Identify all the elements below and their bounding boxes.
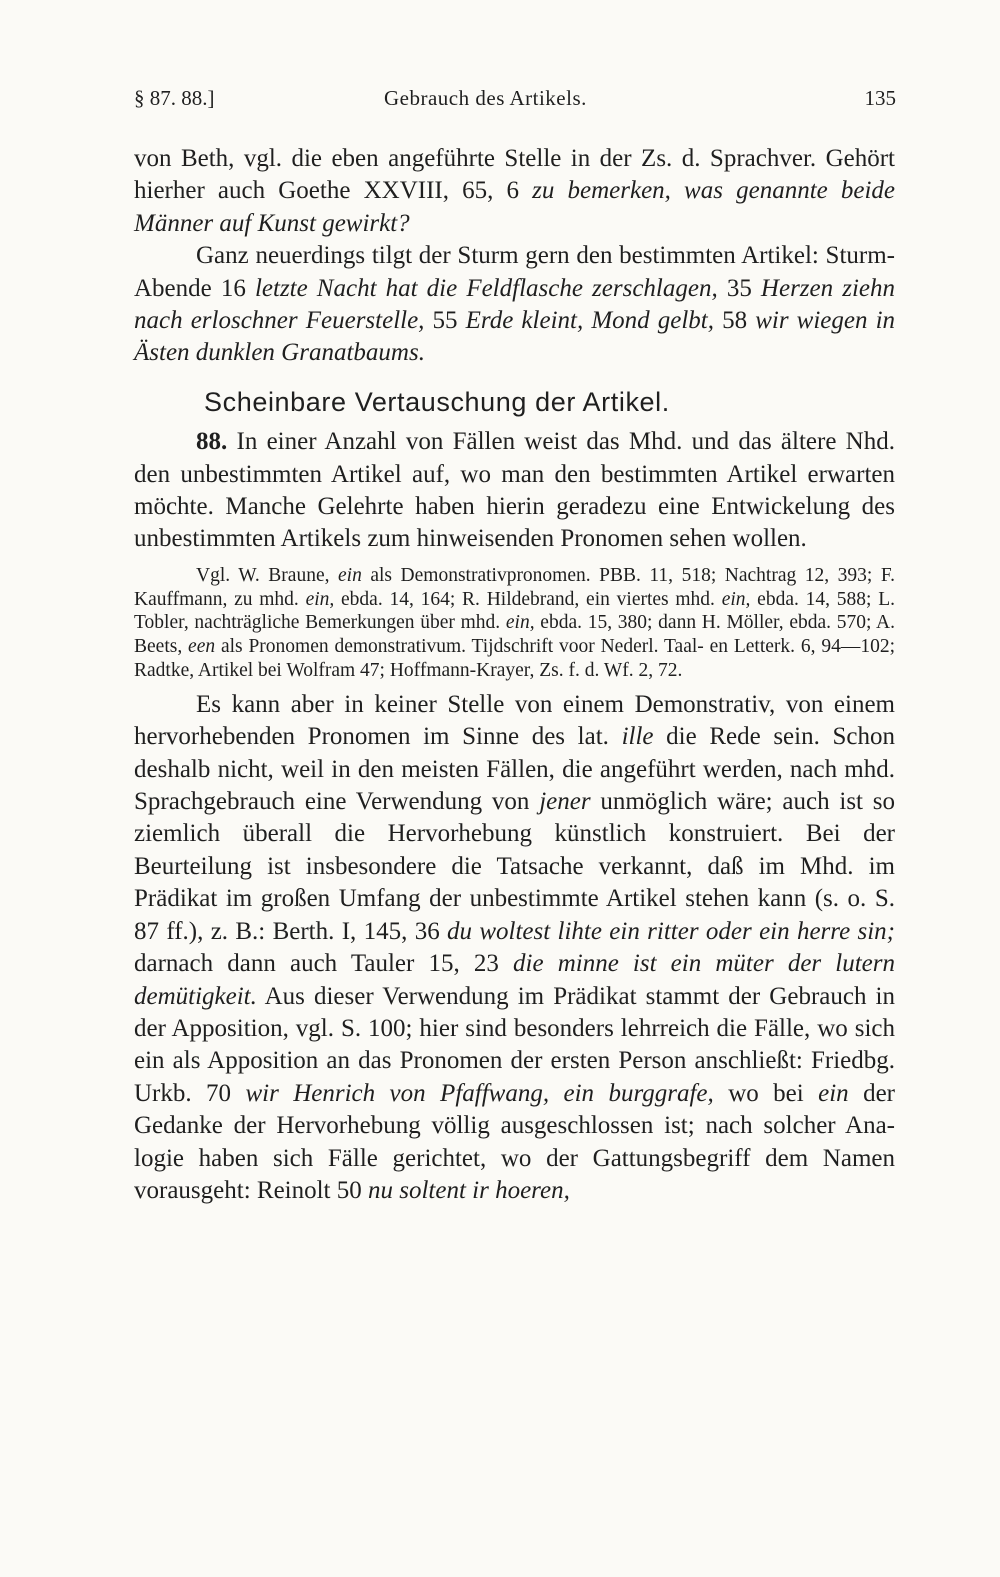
italic-quote: wir wiegen in Ästen dunklen Granatbaums.	[134, 307, 896, 367]
body-text	[134, 143, 895, 1207]
italic-term: ein,	[305, 588, 335, 610]
italic-quote: du woltest lihte ein ritter oder ein herre sin;	[447, 917, 895, 945]
text-span: darnach dann auch Tauler 15, 23	[134, 950, 514, 978]
text-span: In einer Anzahl von Fällen weist das Mhd. und das ältere Nhd. den unbestimmten Artikel auf, wo man den bestimmten Artikel erwarten möchte. Manche Gelehrte haben hierin geradezu eine Entwickelung des unbestimmten Artikels zum hinweisenden Pronomen sehen wollen.	[134, 428, 895, 553]
text-span: als Demonstrativpronomen. PBB. 11, 518; Nachtrag 12, 393; F. Kauffmann, zu mhd.	[134, 564, 895, 610]
italic-quote: letzte Nacht hat die Feldflasche zerschlagen,	[254, 274, 718, 302]
text-span: Vgl. W. Braune,	[196, 564, 339, 586]
italic-term: jener	[539, 788, 591, 816]
section-reference: § 87. 88.]	[134, 86, 215, 110]
text-span: wo bei	[713, 1079, 819, 1107]
text-span: ebda. 14, 164; R. Hildebrand, ein viertes mhd.	[334, 588, 722, 610]
running-title: Gebrauch des Artikels.	[384, 86, 587, 110]
italic-term: een	[188, 636, 216, 658]
text-span: von Beth, vgl. die eben angeführte Stelle in der Zs. d. Sprachver. Gehört hierher auch Goethe XXVIII, 65, 6	[134, 145, 895, 205]
italic-term: ein	[338, 564, 362, 586]
text-span: 35	[717, 274, 761, 302]
italic-quote: die minne ist ein müter der lutern demütigkeit.	[134, 950, 895, 1010]
italic-quote: zu bemerken, was genannte beide Männer auf Kunst gewirkt?	[134, 177, 896, 237]
italic-quote: Erde kleint, Mond gelbt,	[465, 307, 714, 335]
italic-quote: nu soltent ir hoeren,	[368, 1176, 570, 1204]
text-span: Ganz neuerdings tilgt der Sturm gern den bestimmten Artikel: Sturm-Abende 16	[134, 242, 895, 302]
running-header	[134, 86, 896, 111]
text-span: ebda. 14, 588; L. Tobler, nachträgliche Bemerkungen über mhd.	[134, 588, 895, 634]
references-paragraph	[134, 564, 895, 683]
italic-term: ein	[818, 1079, 849, 1107]
text-span: 55	[424, 307, 466, 335]
italic-term: ein,	[721, 588, 751, 610]
text-span: als Pronomen demonstrativum. Tijdschrift voor Nederl. Taal- en Letterk. 6, 94—102; Radtke, Artikel bei Wolfram 47; Hoffmann-Krayer, Zs. f. d. Wf. 2, 72.	[134, 636, 896, 682]
italic-term: ille	[621, 723, 654, 751]
italic-quote: Herzen ziehn nach erloschner Feuerstelle,	[134, 274, 895, 335]
text-span: unmöglich wäre; auch ist so ziemlich überall die Hervorhebung künstlich konstruiert. Bei der Beurteilung ist insbesondere die Tatsache verkannt, daß im Mhd. im Prädikat im großen Umfang der unbestimmte Artikel stehen kann (s. o. S. 87 ff.), z. B.: Berth. I, 145, 36	[134, 788, 896, 945]
italic-term: ein,	[505, 612, 535, 634]
text-span: Es kann aber in keiner Stelle von einem Demonstrativ, von einem hervorhebenden Pronomen im Sinne des lat.	[134, 690, 895, 751]
page-number: 135	[864, 86, 896, 110]
text-span: 58	[713, 307, 756, 335]
text-span: ebda. 15, 380; dann H. Möller, ebda. 570; A. Beets,	[134, 612, 895, 658]
italic-quote: wir Henrich von Pfaffwang, ein burggrafe,	[245, 1079, 714, 1107]
text-span: die Rede sein. Schon deshalb nicht, weil in den meisten Fällen, die angeführt werden, nach mhd. Sprachgebrauch eine Verwendung von	[134, 723, 895, 816]
text-span: Aus dieser Verwendung im Prädikat stammt der Gebrauch in der Apposition, vgl. S. 100; hier sind besonders lehrreich die Fälle, wo sich ein als Apposition an das Pronomen der ersten Person anschließt: Friedbg. Urkb. 70	[134, 982, 895, 1107]
paragraph-4	[134, 689, 895, 1208]
paragraph-section-88	[134, 426, 895, 556]
text-span: der Gedanke der Hervorhebung völlig ausgeschlossen ist; nach solcher Analogie haben sich Fälle gerichtet, wo der Gattungsbegriff dem Namen vorausgeht: Reinolt 50	[134, 1079, 895, 1204]
section-number: 88.	[196, 428, 228, 456]
paragraph-1	[134, 143, 895, 240]
paragraph-2	[134, 240, 895, 370]
section-heading: Scheinbare Vertauschung der Artikel.	[204, 386, 670, 417]
